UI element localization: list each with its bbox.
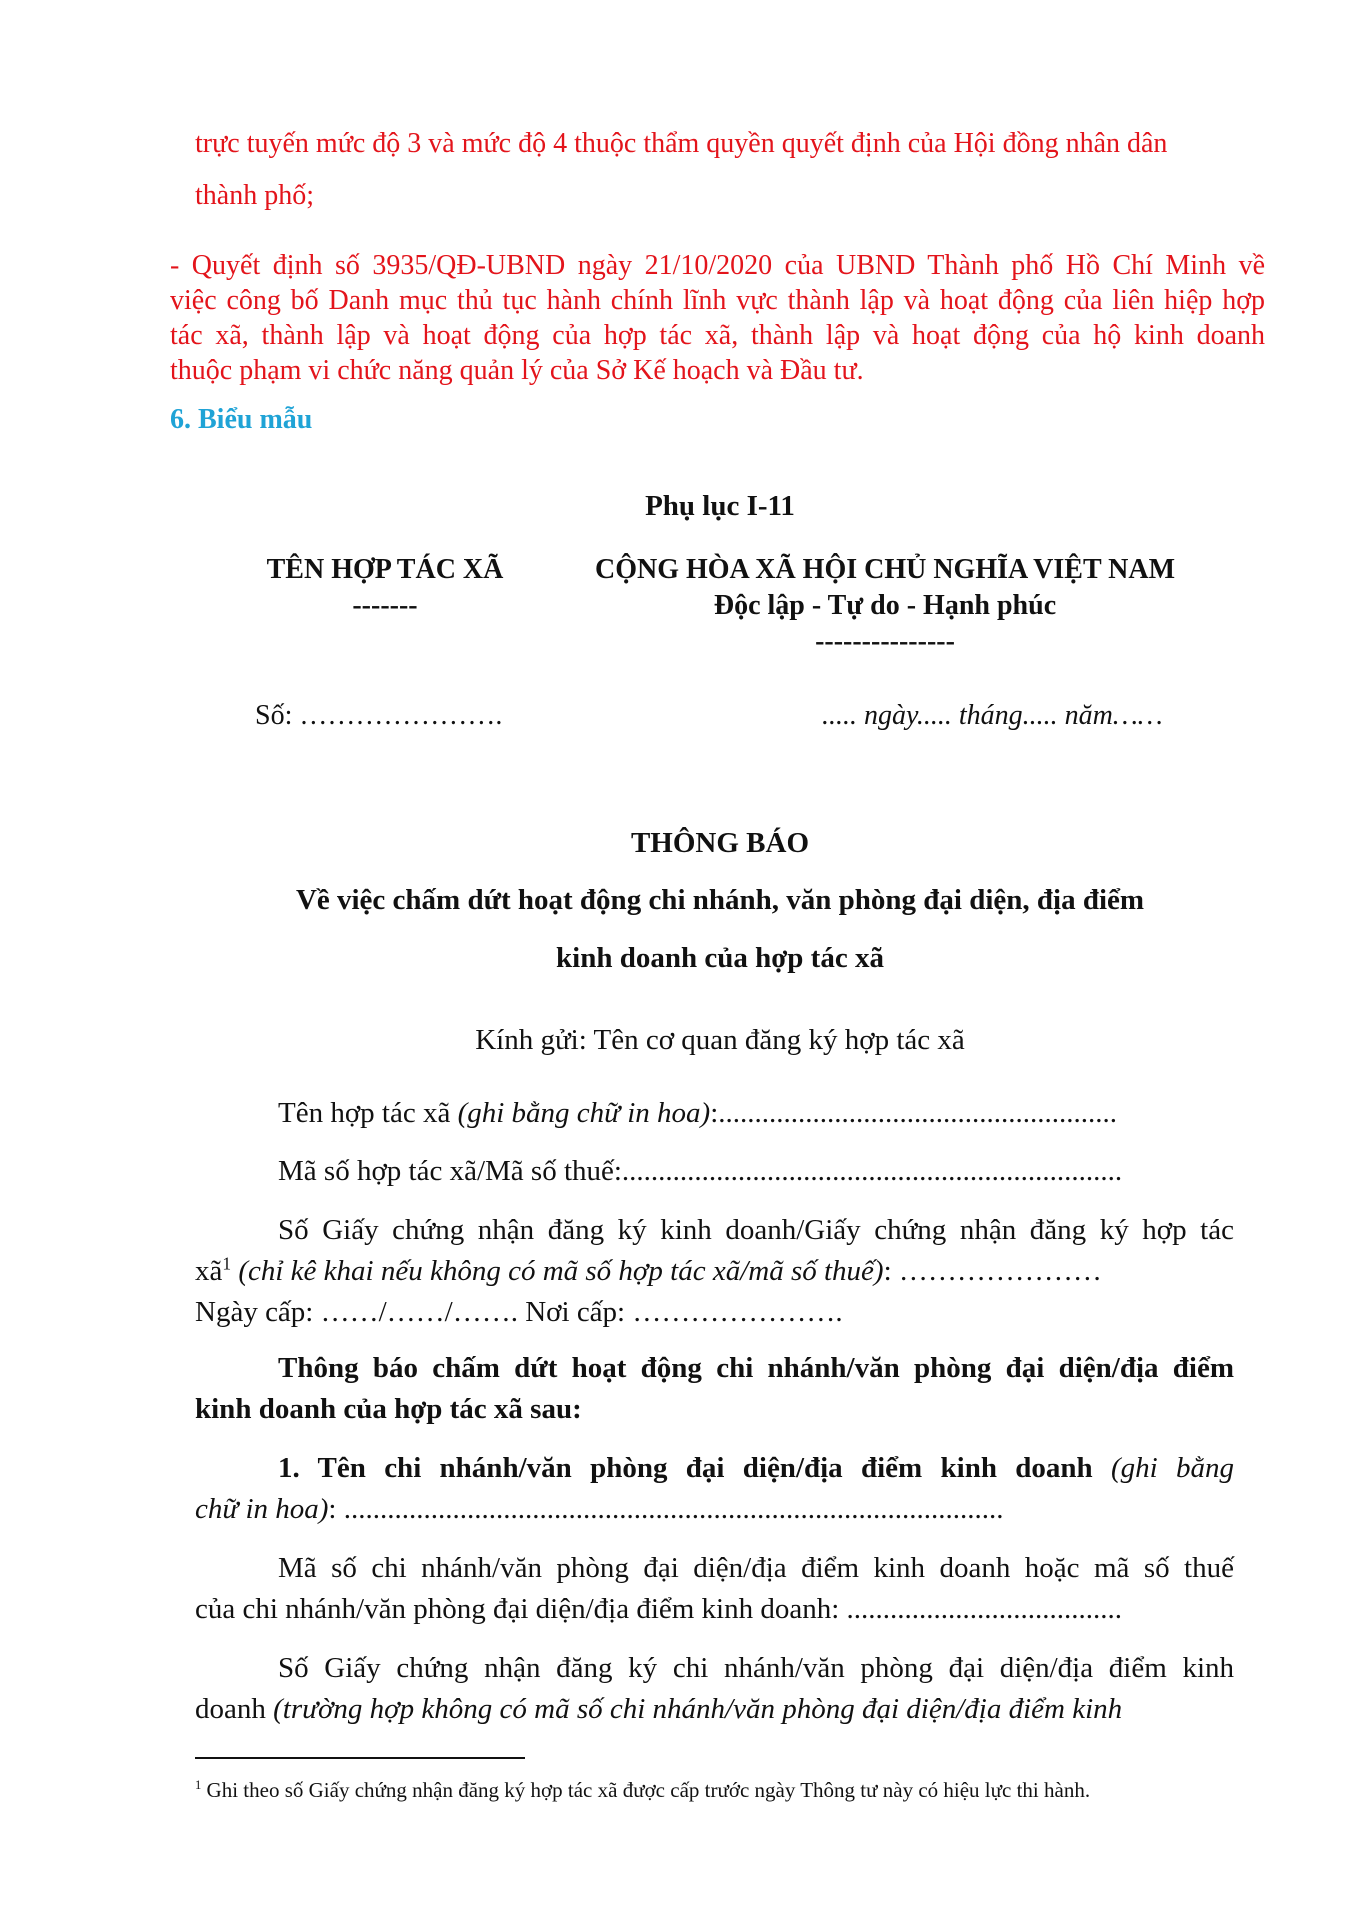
branch-cert-line — [195, 1693, 1122, 1726]
document-date: ..... ngày..... tháng..... năm…… — [822, 700, 1163, 731]
footnote — [195, 1778, 1090, 1803]
issue-line: Ngày cấp: ……/……/……. Nơi cấp: …………………. — [195, 1296, 843, 1328]
decision-line: tác xã, thành lập và hoạt động của hợp tác xã, thành lập và hoạt động của hộ kinh doanh — [170, 320, 1265, 351]
coop-name-header: TÊN HỢP TÁC XÃ — [266, 554, 504, 585]
branch-cert-hint: (trường hợp không có mã số chi nhánh/văn phòng đại diện/địa điểm kinh — [273, 1693, 1123, 1725]
appendix-label: Phụ lục I-11 — [645, 490, 795, 522]
decision-line: thuộc phạm vi chức năng quản lý của Sở Kế hoạch và Đầu tư. — [170, 355, 864, 386]
decision-line: - Quyết định số 3935/QĐ-UBND ngày 21/10/2020 của UBND Thành phố Hồ Chí Minh về — [170, 250, 1265, 281]
branch-cert-text: doanh — [195, 1693, 274, 1725]
item-1-line — [278, 1452, 1234, 1485]
footnote-mark: 1 — [195, 1778, 202, 1792]
item-1-hint: chữ in hoa) — [195, 1493, 329, 1525]
coop-name-label: Tên hợp tác xã — [278, 1097, 458, 1129]
item-1-fill: : ........................................................................................... — [328, 1493, 1004, 1525]
notice-statement: kinh doanh của hợp tác xã sau: — [195, 1393, 582, 1425]
branch-cert-line: Số Giấy chứng nhận đăng ký chi nhánh/văn phòng đại diện/địa điểm kinh — [278, 1652, 1234, 1684]
coop-code-field: Mã số hợp tác xã/Mã số thuế:..................................................................... — [278, 1155, 1123, 1187]
cert-xa: xã — [195, 1255, 223, 1287]
left-divider: ------- — [352, 590, 418, 621]
footnote-separator — [195, 1757, 525, 1759]
notice-title: THÔNG BÁO — [630, 827, 810, 859]
footnote-text: Ghi theo số Giấy chứng nhận đăng ký hợp tác xã được cấp trước ngày Thông tư này có hiệu lực thi hành. — [201, 1778, 1091, 1802]
motto: Độc lập - Tự do - Hạnh phúc — [713, 590, 1057, 621]
cert-line: Số Giấy chứng nhận đăng ký kinh doanh/Giấy chứng nhận đăng ký hợp tác — [278, 1214, 1234, 1246]
coop-name-field — [278, 1097, 1117, 1130]
notice-subject: kinh doanh của hợp tác xã — [556, 942, 884, 974]
coop-name-hint: (ghi bằng chữ in hoa) — [457, 1097, 711, 1129]
item-1-label: 1. Tên chi nhánh/văn phòng đại diện/địa điểm kinh doanh — [278, 1452, 1093, 1484]
nation-header: CỘNG HÒA XÃ HỘI CHỦ NGHĨA VIỆT NAM — [594, 554, 1176, 585]
coop-name-fill: :....................................................... — [710, 1097, 1118, 1129]
branch-code-line: của chi nhánh/văn phòng đại diện/địa điểm kinh doanh: ...................................... — [195, 1593, 1123, 1625]
legal-basis-line: trực tuyến mức độ 3 và mức độ 4 thuộc thẩm quyền quyết định của Hội đồng nhân dân — [195, 128, 1168, 159]
recipient-line: Kính gửi: Tên cơ quan đăng ký hợp tác xã — [475, 1024, 965, 1056]
cert-hint: (chỉ kê khai nếu không có mã số hợp tác xã/mã số thuế) — [231, 1255, 884, 1287]
item-1-line — [195, 1493, 1003, 1526]
item-1-hint: (ghi bằng — [1092, 1452, 1234, 1484]
legal-basis-line: thành phố; — [195, 180, 314, 211]
footnote-ref: 1 — [222, 1253, 232, 1274]
notice-subject: Về việc chấm dứt hoạt động chi nhánh, văn phòng đại diện, địa điểm — [295, 884, 1145, 916]
branch-code-line: Mã số chi nhánh/văn phòng đại diện/địa điểm kinh doanh hoặc mã số thuế — [278, 1552, 1234, 1584]
cert-hint-line — [195, 1255, 1102, 1288]
cert-fill: : ………………… — [883, 1255, 1102, 1287]
section-heading: 6. Biểu mẫu — [170, 404, 313, 435]
decision-line: việc công bố Danh mục thủ tục hành chính lĩnh vực thành lập và hoạt động của liên hiệp hợp — [170, 285, 1265, 316]
notice-statement: Thông báo chấm dứt hoạt động chi nhánh/văn phòng đại diện/địa điểm — [278, 1352, 1234, 1384]
document-number: Số: …………………. — [255, 700, 503, 731]
right-divider: --------------- — [815, 626, 955, 657]
